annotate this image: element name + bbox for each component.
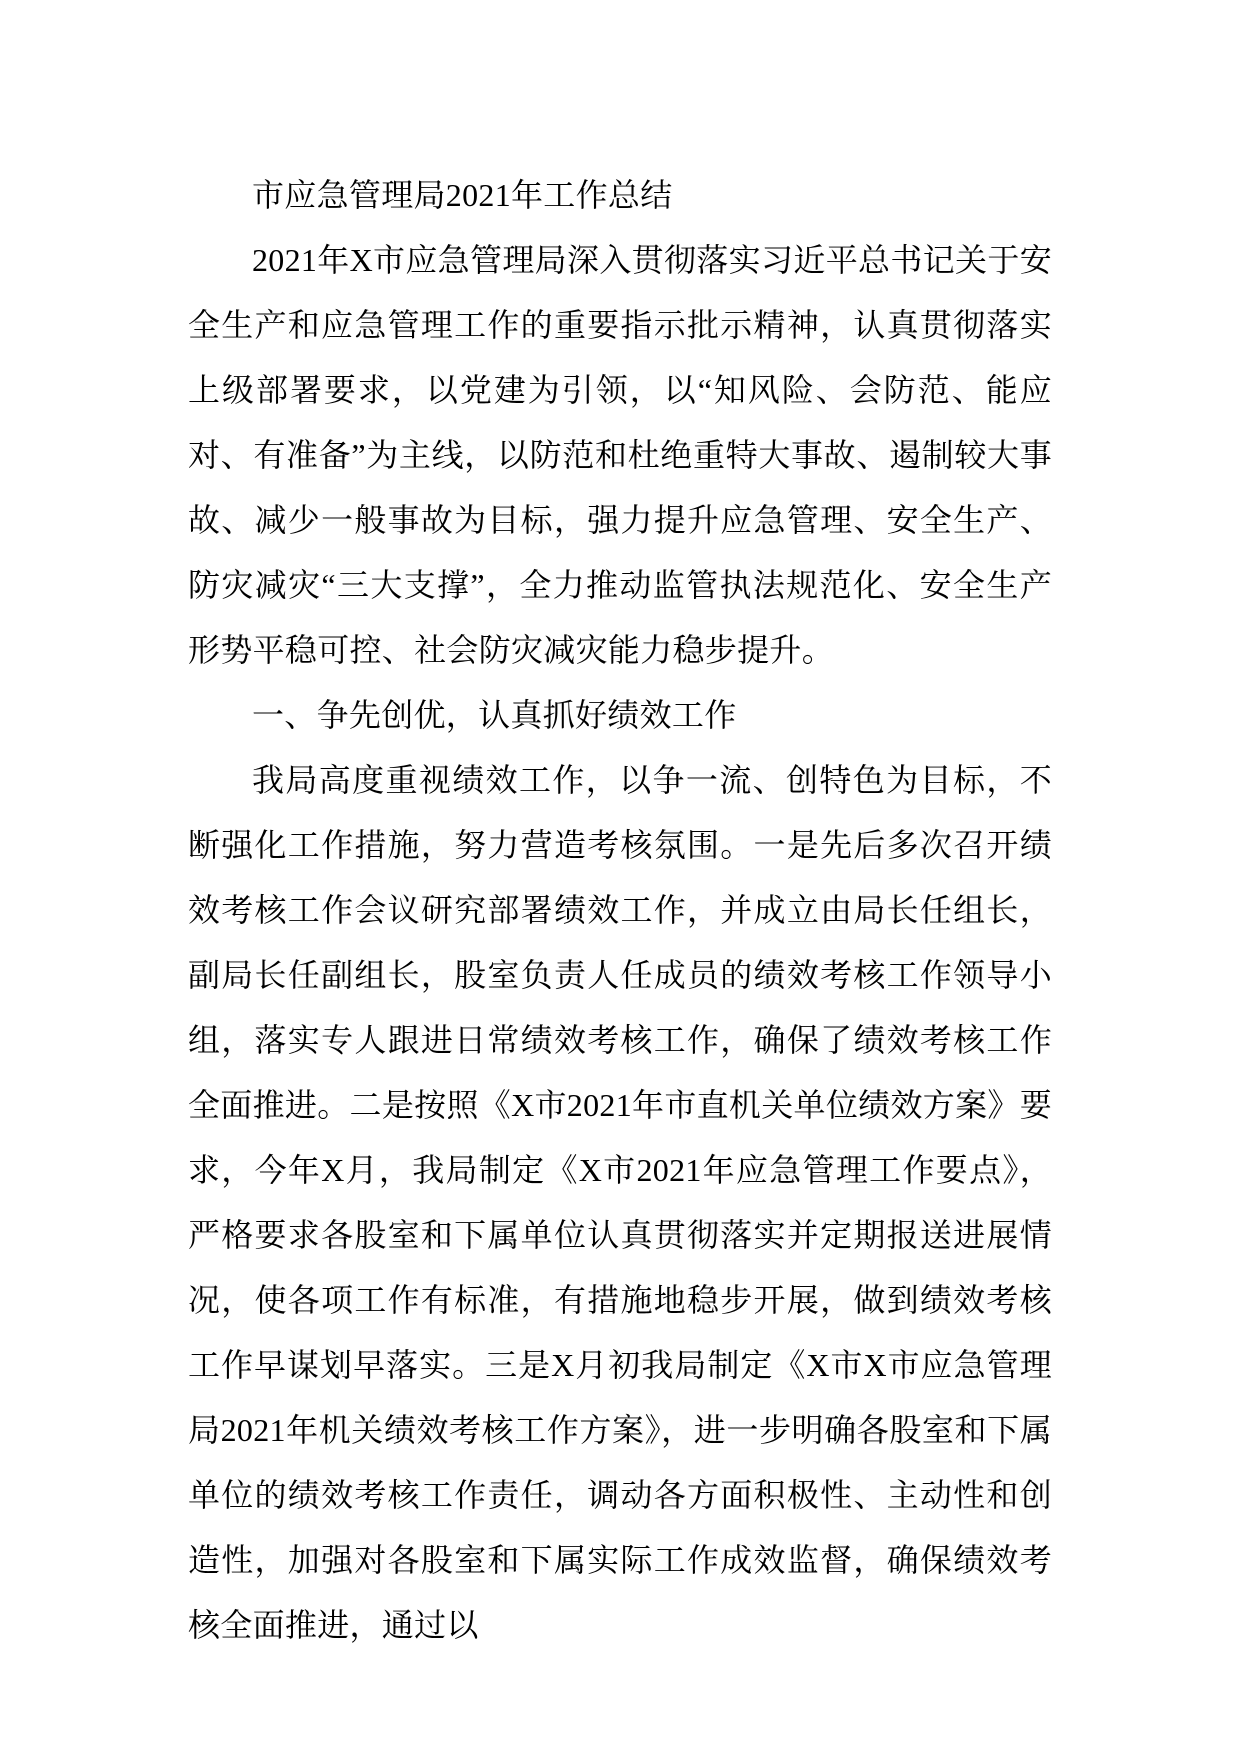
intro-paragraph: 2021年X市应急管理局深入贯彻落实习近平总书记关于安全生产和应急管理工作的重要指示批示精神，认真贯彻落实上级部署要求，以党建为引领，以“知风险、会防范、能应对、有准备”为主线，以防范和杜绝重特大事故、遏制较大事故、减少一般事故为目标，强力提升应急管理、安全生产、防灾减灾“三大支撑”，全力推动监管执法规范化、安全生产形势平稳可控、社会防灾减灾能力稳步提升。	[188, 242, 1052, 668]
section-paragraph: 我局高度重视绩效工作，以争一流、创特色为目标，不断强化工作措施，努力营造考核氛围。一是先后多次召开绩效考核工作会议研究部署绩效工作，并成立由局长任组长，副局长任副组长，股室负责人任成员的绩效考核工作领导小组，落实专人跟进日常绩效考核工作，确保了绩效考核工作全面推进。二是按照《X市2021年市直机关单位绩效方案》要求，今年X月，我局制定《X市2021年应急管理工作要点》，严格要求各股室和下属单位认真贯彻落实并定期报送进展情况，使各项工作有标准，有措施地稳步开展，做到绩效考核工作早谋划早落实。三是X月初我局制定《X市X市应急管理局2021年机关绩效考核工作方案》，进一步明确各股室和下属单位的绩效考核工作责任，调动各方面积极性、主动性和创造性，加强对各股室和下属实际工作成效监督，确保绩效考核全面推进，通过以	[188, 762, 1052, 1643]
document-body	[188, 163, 1052, 1658]
section-heading: 一、争先创优，认真抓好绩效工作	[252, 697, 737, 733]
document-title: 市应急管理局2021年工作总结	[252, 177, 673, 213]
